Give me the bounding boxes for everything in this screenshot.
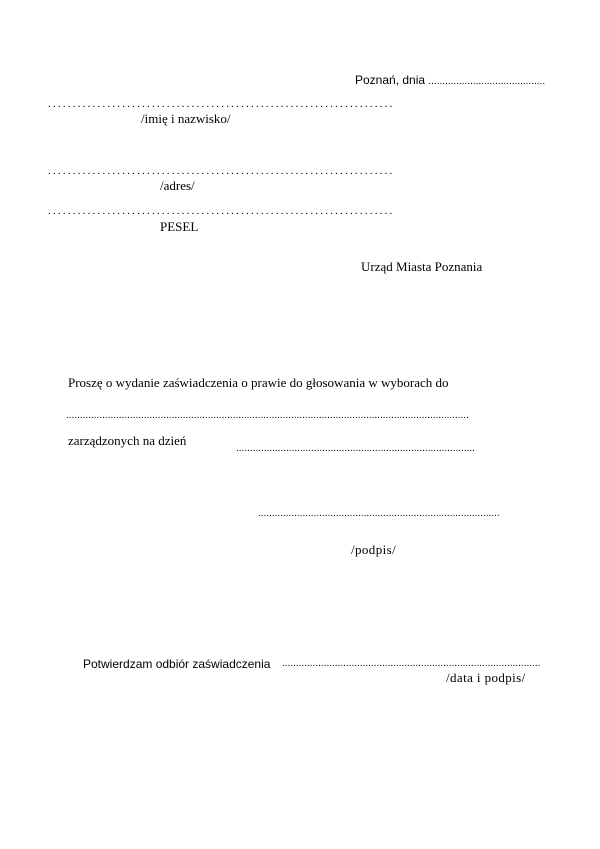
address-field[interactable]: ......................................................................: [48, 165, 395, 177]
receipt-label: Potwierdzam odbiór zaświadczenia: [83, 657, 271, 671]
office-name: Urząd Miasta Poznania: [361, 259, 483, 274]
place-date-field[interactable]: ..........................................: [428, 76, 546, 87]
address-caption: /adres/: [160, 178, 195, 193]
signature-field[interactable]: .......................................................................................: [258, 508, 500, 519]
name-caption: /imię i nazwisko/: [141, 111, 231, 126]
place-date-label: Poznań, dnia: [355, 73, 426, 87]
elections-field[interactable]: .................................................................................................................................................: [66, 410, 469, 421]
pesel-field[interactable]: ......................................................................: [48, 205, 395, 217]
request-text: Proszę o wydanie zaświadczenia o prawie do głosowania w wyborach do: [68, 375, 449, 390]
signature-caption: /podpis/: [351, 542, 397, 557]
receipt-caption: /data i podpis/: [446, 670, 526, 685]
receipt-field[interactable]: .............................................................................................: [282, 658, 541, 669]
date-field[interactable]: ......................................................................................: [236, 443, 475, 454]
name-field[interactable]: ......................................................................: [48, 98, 395, 110]
pesel-caption: PESEL: [160, 219, 199, 234]
date-label: zarządzonych na dzień: [68, 433, 187, 448]
place-date-line: [355, 72, 545, 90]
